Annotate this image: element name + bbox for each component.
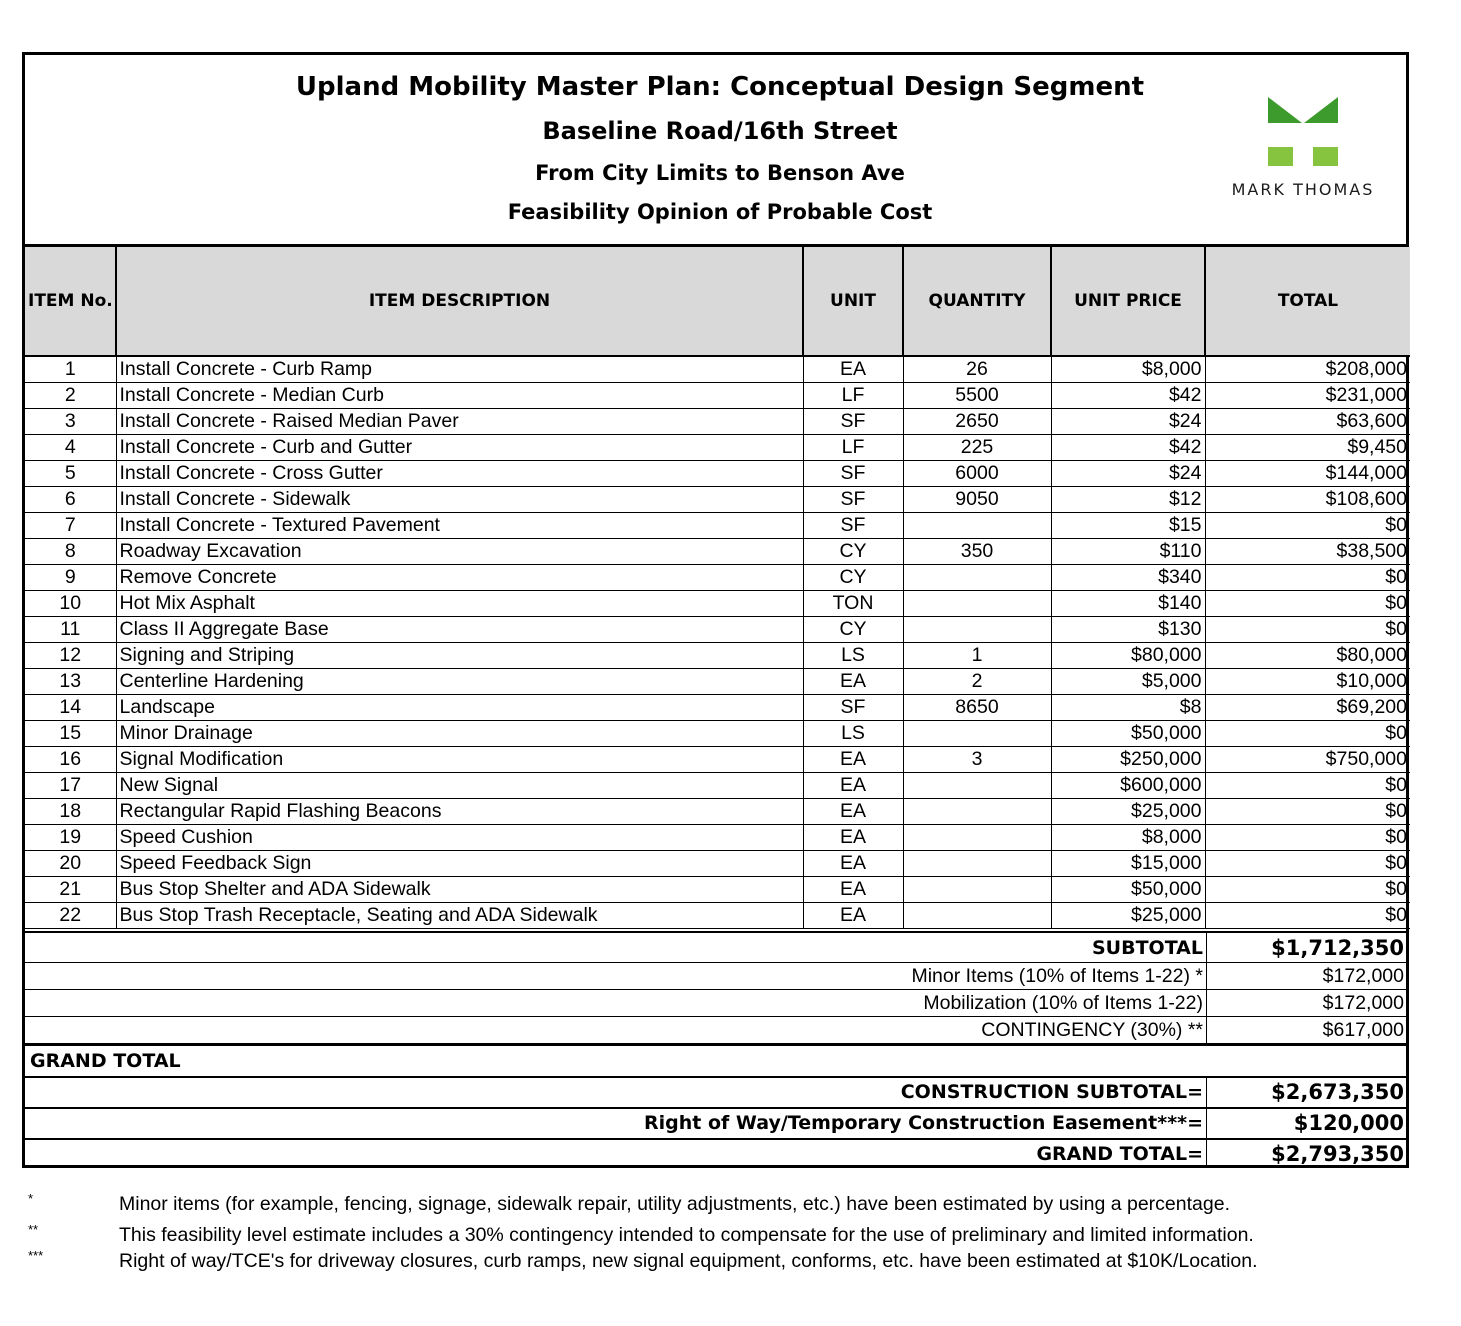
item-description: Landscape: [116, 695, 803, 721]
item-total: $0: [1205, 877, 1410, 903]
table-row: [25, 539, 1410, 565]
table-row: [25, 591, 1410, 617]
item-total: $208,000: [1205, 356, 1410, 383]
item-unit-price: $600,000: [1051, 773, 1205, 799]
minor-items-value: $172,000: [1206, 963, 1406, 989]
item-number: 6: [25, 487, 116, 513]
item-total: $0: [1205, 721, 1410, 747]
table-row: [25, 799, 1410, 825]
item-quantity: 225: [903, 435, 1051, 461]
item-number: 12: [25, 643, 116, 669]
item-unit: LF: [803, 383, 903, 409]
item-quantity: 5500: [903, 383, 1051, 409]
col-unit-price: UNIT PRICE: [1051, 247, 1205, 356]
item-description: Hot Mix Asphalt: [116, 591, 803, 617]
table-header-row: [25, 247, 1410, 356]
item-description: Install Concrete - Textured Pavement: [116, 513, 803, 539]
item-description: Signal Modification: [116, 747, 803, 773]
item-number: 10: [25, 591, 116, 617]
item-unit: EA: [803, 747, 903, 773]
item-description: Speed Cushion: [116, 825, 803, 851]
col-unit: UNIT: [803, 247, 903, 356]
item-total: $0: [1205, 591, 1410, 617]
construction-subtotal-value: $2,673,350: [1206, 1078, 1406, 1107]
item-quantity: [903, 903, 1051, 929]
item-unit: SF: [803, 461, 903, 487]
company-logo: [1208, 93, 1398, 203]
item-unit: SF: [803, 409, 903, 435]
item-number: 18: [25, 799, 116, 825]
logo-text: MARK THOMAS: [1231, 180, 1375, 199]
item-quantity: [903, 617, 1051, 643]
table-row: [25, 877, 1410, 903]
mark-thomas-logo-icon: [1208, 93, 1398, 173]
sheet-header: [25, 55, 1406, 247]
item-total: $0: [1205, 513, 1410, 539]
col-total: TOTAL: [1205, 247, 1410, 356]
item-total: $0: [1205, 903, 1410, 929]
report-name: Feasibility Opinion of Probable Cost: [507, 200, 933, 224]
item-number: 19: [25, 825, 116, 851]
footnote-text: This feasibility level estimate includes a 30% contingency intended to compensate for the use of preliminary and limited information.: [119, 1224, 1254, 1246]
item-unit-price: $24: [1051, 409, 1205, 435]
cost-table: [25, 247, 1410, 929]
item-number: 21: [25, 877, 116, 903]
item-unit: CY: [803, 565, 903, 591]
item-description: Install Concrete - Median Curb: [116, 383, 803, 409]
item-unit: SF: [803, 487, 903, 513]
item-unit-price: $250,000: [1051, 747, 1205, 773]
item-unit: EA: [803, 903, 903, 929]
table-row: [25, 747, 1410, 773]
item-quantity: [903, 591, 1051, 617]
item-unit: CY: [803, 617, 903, 643]
item-total: $0: [1205, 799, 1410, 825]
item-total: $144,000: [1205, 461, 1410, 487]
item-unit-price: $130: [1051, 617, 1205, 643]
item-unit-price: $8,000: [1051, 825, 1205, 851]
item-unit-price: $50,000: [1051, 721, 1205, 747]
item-description: Install Concrete - Cross Gutter: [116, 461, 803, 487]
item-total: $0: [1205, 617, 1410, 643]
item-unit-price: $140: [1051, 591, 1205, 617]
item-quantity: [903, 877, 1051, 903]
item-unit-price: $24: [1051, 461, 1205, 487]
table-row: [25, 513, 1410, 539]
item-total: $69,200: [1205, 695, 1410, 721]
col-description: ITEM DESCRIPTION: [116, 247, 803, 356]
grand-total-value: $2,793,350: [1206, 1140, 1406, 1168]
item-quantity: [903, 721, 1051, 747]
table-row: [25, 721, 1410, 747]
table-row: [25, 903, 1410, 929]
item-unit-price: $15,000: [1051, 851, 1205, 877]
item-number: 7: [25, 513, 116, 539]
cost-table-body: [25, 356, 1410, 929]
item-unit-price: $80,000: [1051, 643, 1205, 669]
item-unit-price: $42: [1051, 435, 1205, 461]
item-quantity: 2: [903, 669, 1051, 695]
right-of-way-row: [25, 1107, 1406, 1138]
item-total: $0: [1205, 565, 1410, 591]
page-subtitle: Baseline Road/16th Street: [542, 117, 898, 145]
item-unit: LS: [803, 643, 903, 669]
item-total: $9,450: [1205, 435, 1410, 461]
item-unit-price: $42: [1051, 383, 1205, 409]
col-quantity: QUANTITY: [903, 247, 1051, 356]
item-unit: EA: [803, 669, 903, 695]
table-row: [25, 435, 1410, 461]
grand-total-heading: GRAND TOTAL: [30, 1050, 181, 1072]
item-unit-price: $15: [1051, 513, 1205, 539]
cost-estimate-sheet: [22, 52, 1409, 1168]
item-unit: EA: [803, 773, 903, 799]
item-unit: LF: [803, 435, 903, 461]
segment-limits: From City Limits to Benson Ave: [535, 161, 905, 185]
item-unit: EA: [803, 356, 903, 383]
item-description: Bus Stop Shelter and ADA Sidewalk: [116, 877, 803, 903]
item-quantity: 9050: [903, 487, 1051, 513]
construction-subtotal-label: CONSTRUCTION SUBTOTAL=: [900, 1081, 1203, 1103]
item-total: $63,600: [1205, 409, 1410, 435]
table-row: [25, 695, 1410, 721]
col-item-no: ITEM No.: [25, 247, 116, 356]
item-description: Install Concrete - Curb Ramp: [116, 356, 803, 383]
subtotal-label: SUBTOTAL: [1091, 937, 1203, 959]
item-unit: EA: [803, 825, 903, 851]
item-total: $10,000: [1205, 669, 1410, 695]
item-number: 3: [25, 409, 116, 435]
item-number: 16: [25, 747, 116, 773]
item-total: $750,000: [1205, 747, 1410, 773]
item-description: Class II Aggregate Base: [116, 617, 803, 643]
item-quantity: 8650: [903, 695, 1051, 721]
item-total: $108,600: [1205, 487, 1410, 513]
item-quantity: 1: [903, 643, 1051, 669]
table-row: [25, 825, 1410, 851]
item-unit: TON: [803, 591, 903, 617]
item-unit-price: $340: [1051, 565, 1205, 591]
subtotal-value: $1,712,350: [1206, 933, 1406, 963]
item-unit: SF: [803, 513, 903, 539]
item-number: 11: [25, 617, 116, 643]
table-row: [25, 565, 1410, 591]
table-row: [25, 617, 1410, 643]
item-quantity: 6000: [903, 461, 1051, 487]
contingency-label: CONTINGENCY (30%) **: [981, 1019, 1203, 1041]
mobilization-label: Mobilization (10% of Items 1-22): [923, 992, 1203, 1014]
item-quantity: [903, 851, 1051, 877]
footnote-mark: ***: [28, 1248, 44, 1263]
item-unit-price: $25,000: [1051, 799, 1205, 825]
item-number: 1: [25, 356, 116, 383]
item-total: $38,500: [1205, 539, 1410, 565]
item-total: $0: [1205, 851, 1410, 877]
item-quantity: 2650: [903, 409, 1051, 435]
table-row: [25, 487, 1410, 513]
subtotal-row: [25, 931, 1406, 963]
item-total: $231,000: [1205, 383, 1410, 409]
item-quantity: 3: [903, 747, 1051, 773]
item-unit: SF: [803, 695, 903, 721]
item-number: 13: [25, 669, 116, 695]
right-of-way-label: Right of Way/Temporary Construction Easement***=: [644, 1112, 1203, 1134]
item-quantity: [903, 825, 1051, 851]
footnote-mark: **: [28, 1222, 39, 1237]
item-unit-price: $110: [1051, 539, 1205, 565]
table-row: [25, 356, 1410, 383]
mobilization-value: $172,000: [1206, 990, 1406, 1016]
table-row: [25, 773, 1410, 799]
item-unit-price: $50,000: [1051, 877, 1205, 903]
page-title: Upland Mobility Master Plan: Conceptual Design Segment: [295, 72, 1145, 102]
item-unit-price: $8,000: [1051, 356, 1205, 383]
item-quantity: 350: [903, 539, 1051, 565]
item-number: 15: [25, 721, 116, 747]
item-quantity: [903, 513, 1051, 539]
footnote-text: Minor items (for example, fencing, signage, sidewalk repair, utility adjustments, etc.) have been estimated by using a percentage.: [119, 1193, 1230, 1215]
footnote-mark: *: [28, 1191, 34, 1206]
grand-total-label: GRAND TOTAL=: [1036, 1143, 1203, 1165]
table-row: [25, 461, 1410, 487]
item-number: 20: [25, 851, 116, 877]
item-number: 4: [25, 435, 116, 461]
contingency-row: [25, 1016, 1406, 1043]
item-total: $80,000: [1205, 643, 1410, 669]
item-unit: CY: [803, 539, 903, 565]
item-number: 8: [25, 539, 116, 565]
item-quantity: [903, 773, 1051, 799]
table-row: [25, 669, 1410, 695]
grand-total-heading-row: [25, 1043, 1406, 1076]
item-description: Signing and Striping: [116, 643, 803, 669]
item-number: 14: [25, 695, 116, 721]
item-description: Install Concrete - Raised Median Paver: [116, 409, 803, 435]
contingency-value: $617,000: [1206, 1017, 1406, 1043]
item-unit: EA: [803, 799, 903, 825]
item-unit-price: $25,000: [1051, 903, 1205, 929]
item-description: Minor Drainage: [116, 721, 803, 747]
item-description: Speed Feedback Sign: [116, 851, 803, 877]
item-description: Bus Stop Trash Receptacle, Seating and ADA Sidewalk: [116, 903, 803, 929]
item-total: $0: [1205, 825, 1410, 851]
item-quantity: 26: [903, 356, 1051, 383]
table-row: [25, 383, 1410, 409]
item-quantity: [903, 565, 1051, 591]
item-number: 17: [25, 773, 116, 799]
item-description: Install Concrete - Curb and Gutter: [116, 435, 803, 461]
item-description: Remove Concrete: [116, 565, 803, 591]
item-number: 22: [25, 903, 116, 929]
table-row: [25, 851, 1410, 877]
item-unit-price: $5,000: [1051, 669, 1205, 695]
minor-items-label: Minor Items (10% of Items 1-22) *: [911, 965, 1203, 987]
item-unit-price: $12: [1051, 487, 1205, 513]
item-description: New Signal: [116, 773, 803, 799]
mobilization-row: [25, 989, 1406, 1016]
item-description: Roadway Excavation: [116, 539, 803, 565]
construction-subtotal-row: [25, 1076, 1406, 1107]
item-number: 5: [25, 461, 116, 487]
item-description: Install Concrete - Sidewalk: [116, 487, 803, 513]
footnote-text: Right of way/TCE's for driveway closures, curb ramps, new signal equipment, conforms, etc. have been estimated at $10K/Location.: [119, 1250, 1258, 1272]
item-number: 9: [25, 565, 116, 591]
item-quantity: [903, 799, 1051, 825]
item-description: Rectangular Rapid Flashing Beacons: [116, 799, 803, 825]
grand-total-row: [25, 1138, 1406, 1168]
table-row: [25, 409, 1410, 435]
item-total: $0: [1205, 773, 1410, 799]
table-row: [25, 643, 1410, 669]
item-unit: EA: [803, 851, 903, 877]
item-unit: EA: [803, 877, 903, 903]
item-unit-price: $8: [1051, 695, 1205, 721]
item-description: Centerline Hardening: [116, 669, 803, 695]
item-number: 2: [25, 383, 116, 409]
minor-items-row: [25, 962, 1406, 989]
item-unit: LS: [803, 721, 903, 747]
right-of-way-value: $120,000: [1206, 1109, 1406, 1138]
